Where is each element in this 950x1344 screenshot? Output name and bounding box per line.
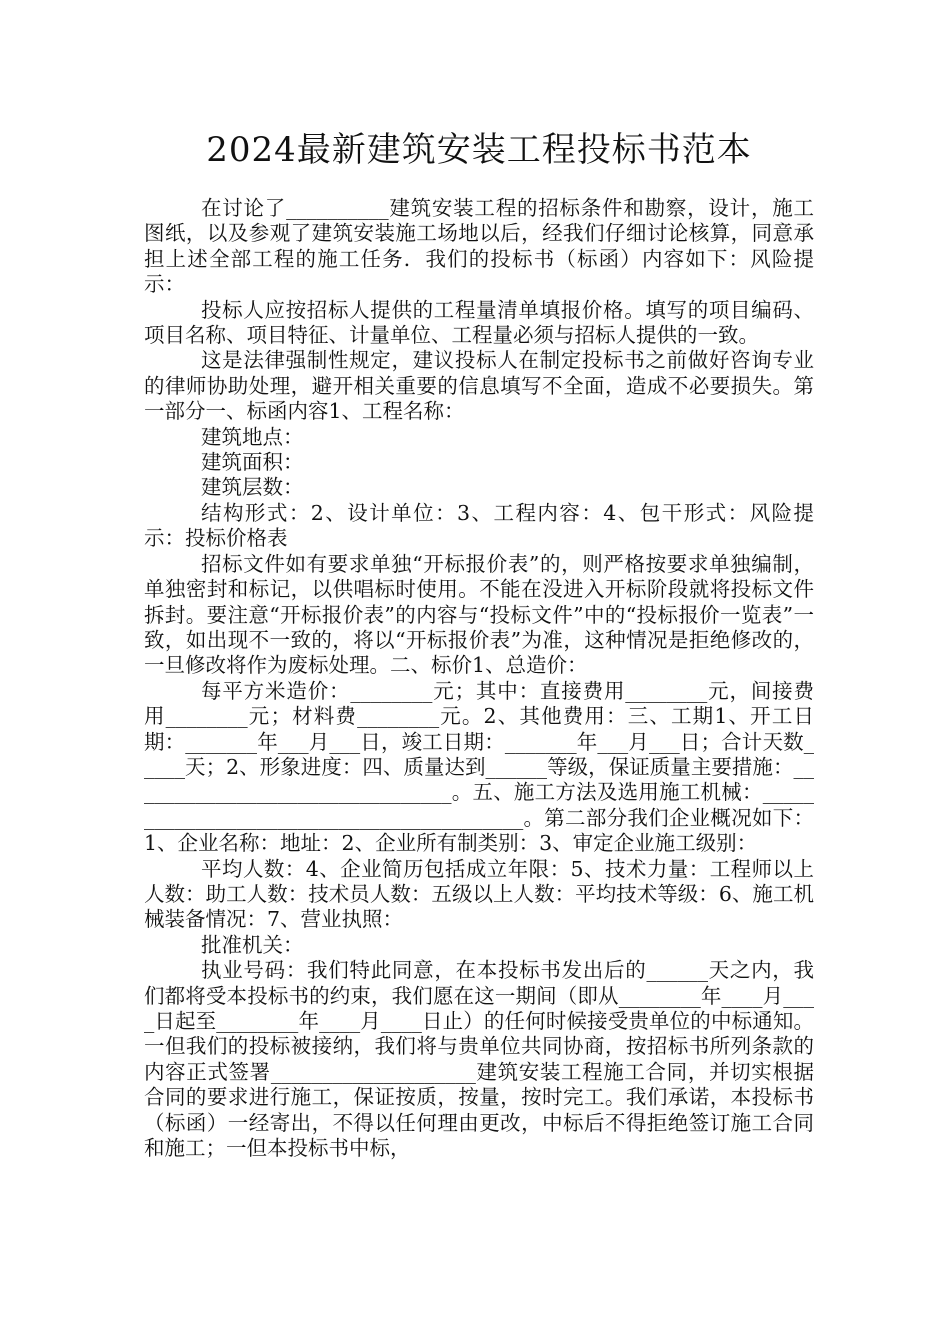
- paragraph-risk-note: 投标人应按招标人提供的工程量清单填报价格。填写的项目编码、项目名称、项目特征、计量单位、工程量必须与招标人提供的一致。: [144, 297, 814, 348]
- paragraph-build-area: 建筑面积：: [201, 450, 304, 475]
- paragraph-cost-schedule: 每平方米造价：________元；其中：直接费用________元，间接费用________元；材料费________元。2、其他费用：三、工期1、开工日期：_______年___月___日，竣工日期：_______年___月___日；合计天数_____天；2、形象进度：四、质量达到______等级，保证质量主要措施：________________________________。五、施工方法及选用施工机械：__________________________________________。第二部分我们企业概况如下：1、企业名称：地址：2、企业所有制类别：3、审定企业施工级别：: [144, 678, 814, 856]
- document-page: [144, 128, 814, 1161]
- document-title: 2024最新建筑安装工程投标书范本: [206, 130, 752, 170]
- paragraph-commitment: 执业号码：我们特此同意，在本投标书发出后的______天之内，我们都将受本投标书的约束，我们愿在这一期间（即从________年____月____日起至________年____月____日止）的任何时候接受贵单位的中标通知。一但我们的投标被接纳，我们将与贵单位共同协商，按招标书所列条款的内容正式签署____________________建筑安装工程施工合同，并切实根据合同的要求进行施工，保证按质，按量，按时完工。我们承诺，本投标书（标函）一经寄出，不得以任何理由更改，中标后不得拒绝签订施工合同和施工；一但本投标书中标，: [144, 958, 814, 1161]
- paragraph-build-location: 建筑地点：: [201, 424, 304, 449]
- paragraph-staff: 平均人数：4、企业简历包括成立年限：5、技术力量：工程师以上人数：助工人数：技术员人数：五级以上人数：平均技术等级：6、施工机械装备情况：7、营业执照：: [144, 856, 814, 932]
- document-body: [144, 196, 814, 1161]
- paragraph-approval-authority: 批准机关：: [201, 932, 304, 957]
- paragraph-intro: 在讨论了__________建筑安装工程的招标条件和勘察，设计，施工图纸，以及参观了建筑安装施工场地以后，经我们仔细讨论核算，同意承担上述全部工程的施工任务．我们的投标书（标函）内容如下：风险提示：: [144, 196, 814, 297]
- paragraph-build-floors: 建筑层数：: [201, 475, 304, 500]
- paragraph-structure: 结构形式：2、设计单位：3、工程内容：4、包干形式：风险提示：投标价格表: [144, 500, 814, 551]
- paragraph-legal-note: 这是法律强制性规定，建议投标人在制定投标书之前做好咨询专业的律师协助处理，避开相关重要的信息填写不全面，造成不必要损失。第一部分一、标函内容1、工程名称：: [144, 348, 814, 424]
- paragraph-bid-price-table: 招标文件如有要求单独“开标报价表”的，则严格按要求单独编制，单独密封和标记，以供唱标时使用。不能在没进入开标阶段就将投标文件拆封。要注意“开标报价表”的内容与“投标文件”中的“投标报价一览表”一致，如出现不一致的，将以“开标报价表”为准，这种情况是拒绝修改的，一旦修改将作为废标处理。二、标价1、总造价：: [144, 551, 814, 678]
